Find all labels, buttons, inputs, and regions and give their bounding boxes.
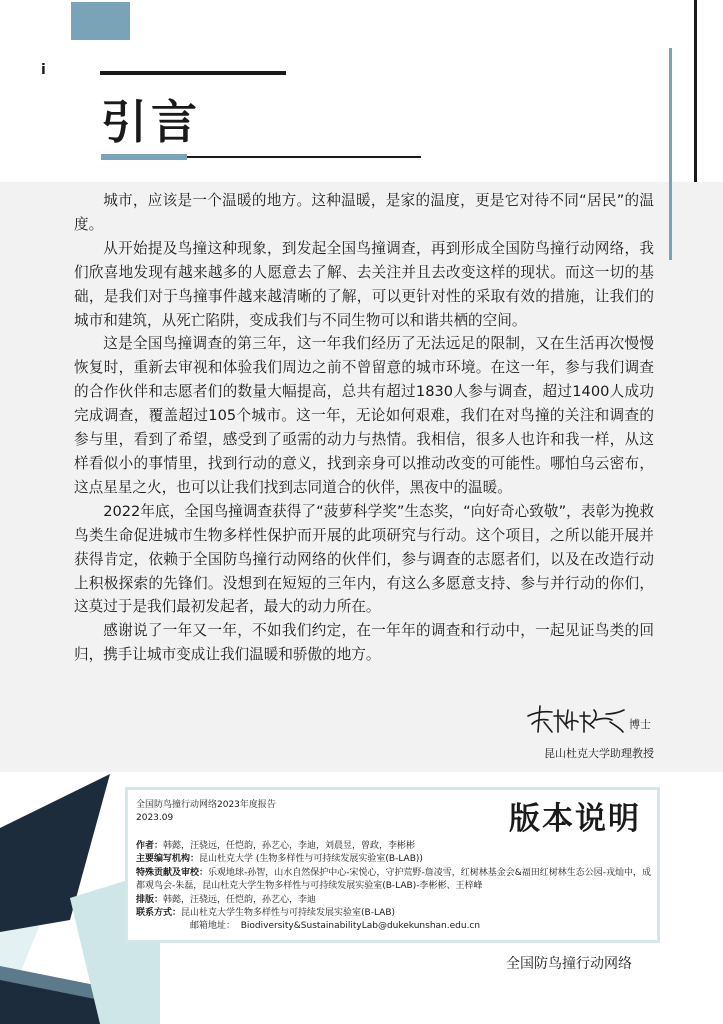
credits-list [136, 840, 652, 934]
credit-contact: 联系方式：昆山杜克大学生物多样性与可持续发展实验室(B-LAB) [136, 908, 396, 919]
report-name: 全国防鸟撞行动网络2023年度报告 [136, 800, 276, 810]
paragraph-4: 2022年底，全国鸟撞调查获得了“菠萝科学奖”生态奖，“向好奇心致敬”，表彰为挽救鸟类生命促进城市生物多样性保护而开展的此项研究与行动。这个项目，之所以能开展并获得肯定，依赖于全国防鸟撞行动网络的伙伴们，参与调查的志愿者们，以及在改造行动上积极探索的先锋们。没想到在短短的三年内，有这么多愿意支持、参与并行动的你们，这莫过于是我们最初发起者，最大的动力所在。 [74, 502, 654, 616]
colophon-heading: 版本说明 [509, 801, 641, 837]
report-date: 2023.09 [136, 813, 174, 823]
introduction-text [74, 189, 654, 667]
title-rule-top [100, 71, 286, 75]
paragraph-5: 感谢说了一年又一年，不如我们约定，在一年年的调查和行动中，一起见证鸟类的回归，携手让城市变成让我们温暖和骄傲的地方。 [74, 622, 654, 664]
colophon-card [125, 787, 660, 943]
signature-affiliation: 昆山杜克大学助理教授 [544, 747, 654, 760]
decorative-vertical-bar-blue [669, 48, 672, 260]
credit-layout: 排版：韩懿，汪骁远，任恺韵，孙艺心，李迪 [136, 894, 317, 905]
credit-email: 邮箱地址： Biodiversity&SustainabilityLab@dukekunshan.edu.cn [190, 921, 481, 932]
paragraph-3: 这是全国鸟撞调查的第三年，这一年我们经历了无法远足的限制，又在生活再次慢慢恢复时，重新去审视和体验我们周边之前不曾留意的城市环境。在这一年，参与我们调查的合作伙伴和志愿者们的数量大幅提高，总共有超过1830人参与调查，超过1400人成功完成调查，覆盖超过105个城市。这一年，无论如何艰难，我们在对鸟撞的关注和调查的参与里，看到了希望，感受到了亟需的动力与热情。我相信，很多人也许和我一样，从这样看似小的事情里，找到行动的意义，找到亲身可以推动改变的可能性。哪怕乌云密布，这点星星之火，也可以让我们找到志同道合的伙伴，黑夜中的温暖。 [74, 335, 654, 496]
paragraph-2: 从开始提及鸟撞这种现象，到发起全国鸟撞调查，再到形成全国防鸟撞行动网络，我们欣喜地发现有越来越多的人愿意去了解、去关注并且去改变这样的现状。而这一切的基础，是我们对于鸟撞事件越来越清晰的了解，可以更针对性的采取有效的措施，让我们的城市和建筑，从死亡陷阱，变成我们与不同生物可以和谐共栖的空间。 [74, 239, 654, 329]
title-accent-bar [101, 154, 187, 160]
handwritten-signature [524, 702, 626, 736]
signature-title: 博士 [629, 718, 651, 731]
page-number: i [41, 62, 46, 78]
page-title: 引言 [101, 95, 201, 149]
decorative-top-square [71, 2, 130, 40]
paragraph-1: 城市，应该是一个温暖的地方。这种温暖，是家的温度，更是它对待不同“居民”的温度。 [74, 192, 654, 233]
credit-contributors: 特殊贡献及审校：乐观地球-孙智，山水自然保护中心-宋悦心，守护荒野-詹凌雪，红树林基金会&福田红树林生态公园-戎灿中，成都观鸟会-朱磊，昆山杜克大学生物多样性与可持续发展实验室(B-LAB)-李彬彬、王梓峰 [136, 867, 652, 892]
email-link[interactable]: Biodiversity&SustainabilityLab@dukekunshan.edu.cn [240, 921, 481, 932]
footer-organization: 全国防鸟撞行动网络 [506, 956, 632, 972]
credit-institution: 主要编写机构：昆山杜克大学 (生物多样性与可持续发展实验室(B-LAB)) [136, 854, 423, 865]
credit-authors: 作者：韩懿，汪骁远，任恺韵，孙艺心，李迪，刘晨昱，曾政，李彬彬 [136, 841, 416, 851]
